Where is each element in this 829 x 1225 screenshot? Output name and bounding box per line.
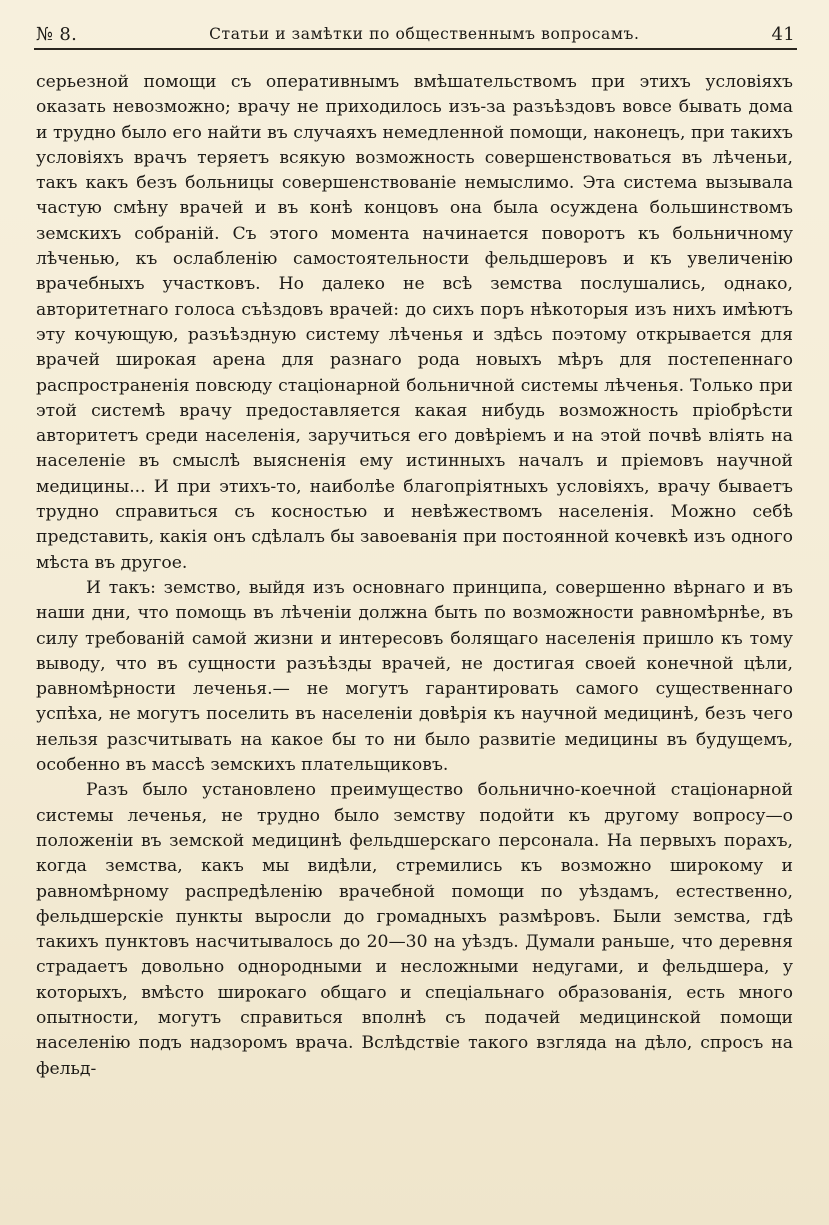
body-text <box>36 70 793 1082</box>
paragraph-3: Разъ было установлено преимущество больнично-коечной стаціонарной системы леченья, не трудно было земству подойти къ другому вопросу—о положеніи въ земской медицинѣ фельдшерскаго персонала. На первыхъ порахъ, когда земства, какъ мы видѣли, стремились къ возможно широкому и равномѣрному распредѣленію врачебной помощи по уѣздамъ, естественно, фельдшерскіе пункты выросли до громадныхъ размѣровъ. Были земства, гдѣ такихъ пунктовъ насчитывалось до 20—30 на уѣздъ. Думали раньше, что деревня страдаетъ довольно однородными и несложными недугами, и фельдшера, у которыхъ, вмѣсто широкаго общаго и спеціальнаго образованія, есть много опытности, могутъ справиться вполнѣ съ подачей медицинской помощи населенію подъ надзоромъ врача. Вслѣдствіе такого взгляда на дѣло, спросъ на фельд- <box>36 780 793 1079</box>
paragraph-2: И такъ: земство, выйдя изъ основнаго принципа, совершенно вѣрнаго и въ наши дни, что помощь въ лѣченіи должна быть по возможности равномѣрнѣе, въ силу требованій самой жизни и интересовъ болящаго населенія пришло къ тому выводу, что въ сущности разъѣзды врачей, не достигая своей конечной цѣли, равномѣрности леченья.— не могутъ гарантировать самого существеннаго успѣха, не могутъ поселить въ населеніи довѣрія къ научной медицинѣ, безъ чего нельзя разсчитывать на какое бы то ни было развитіе медицины въ будущемъ, особенно въ массѣ земскихъ плательщиковъ. <box>36 577 793 776</box>
running-header <box>36 20 795 48</box>
issue-number: № 8. <box>36 23 78 45</box>
header-rule <box>34 48 797 50</box>
page-number: 41 <box>771 23 795 45</box>
running-title: Статьи и замѣтки по общественнымъ вопросамъ. <box>209 25 640 43</box>
paragraph-1: серьезной помощи съ оперативнымъ вмѣшательствомъ при этихъ условіяхъ оказать невозможно; врачу не приходилось изъ-за разъѣздовъ вовсе бывать дома и трудно было его найти въ случаяхъ немедленной помощи, наконецъ, при такихъ условіяхъ врачъ теряетъ всякую возможность совершенствоваться въ лѣченьи, такъ какъ безъ больницы совершенствованіе немыслимо. Эта система вызывала частую смѣну врачей и въ конѣ концовъ она была осуждена большинствомъ земскихъ собраній. Съ этого момента начинается поворотъ къ больничному лѣченью, къ ослабленію самостоятельности фельдшеровъ и къ увеличенію врачебныхъ участковъ. Но далеко не всѣ земства послушались, однако, авторитетнаго голоса съѣздовъ врачей: до сихъ поръ нѣкоторыя изъ нихъ имѣютъ эту кочующую, разъѣздную систему лѣченья и здѣсь поэтому открывается для врачей широкая арена для разнаго рода новыхъ мѣръ для постепеннаго распространенія повсюду стаціонарной больничной системы лѣченья. Только при этой системѣ врачу предоставляется какая нибудь возможность пріобрѣсти авторитетъ среди населенія, заручиться его довѣріемъ и на этой почвѣ вліять на населеніе въ смыслѣ выясненія ему истинныхъ началъ и пріемовъ научной медицины... И при этихъ-то, наиболѣе благопріятныхъ условіяхъ, врачу бываетъ трудно справиться съ косностью и невѣжествомъ населенія. Можно себѣ представить, какія онъ сдѣлалъ бы завоеванія при постоянной кочевкѣ изъ одного мѣста въ другое. <box>36 72 793 573</box>
